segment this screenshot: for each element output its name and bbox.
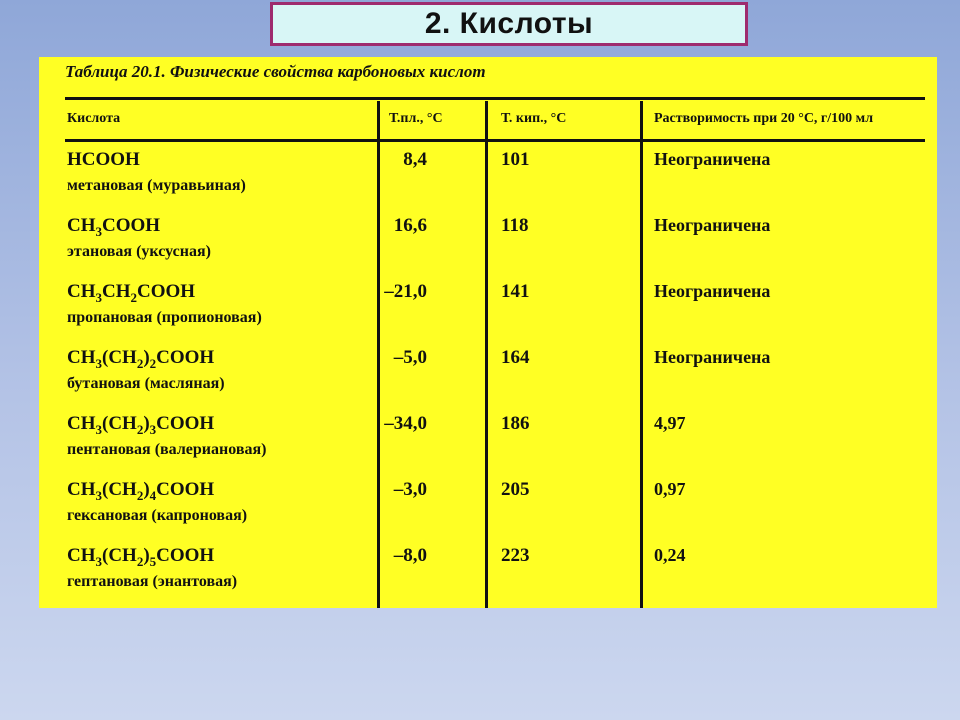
table-row bbox=[39, 347, 937, 413]
table-row bbox=[39, 545, 937, 611]
table-row bbox=[39, 281, 937, 347]
boiling-point: 101 bbox=[501, 149, 530, 170]
table-row bbox=[39, 479, 937, 545]
solubility: 0,24 bbox=[654, 545, 686, 565]
melting-point: –3,0 bbox=[393, 479, 427, 500]
acid-formula: $CH_3(CH_2)_2COOH$ bbox=[67, 347, 215, 371]
table-row bbox=[39, 215, 937, 281]
acid-name: этановая (уксусная) bbox=[67, 243, 211, 260]
acid-formula: $CH_3CH_2COOH$ bbox=[67, 281, 196, 305]
slide-title: 2. Кислоты bbox=[424, 7, 594, 40]
acid-name: пропановая (пропионовая) bbox=[67, 309, 262, 326]
slide-title-box bbox=[270, 2, 748, 46]
acid-name: гептановая (энантовая) bbox=[67, 573, 238, 590]
acids-table-panel bbox=[39, 57, 937, 608]
acid-name: пентановая (валериановая) bbox=[67, 441, 267, 458]
acid-formula: $CH_3(CH_2)_5COOH$ bbox=[67, 545, 215, 569]
acid-formula: $CH_3(CH_2)_3COOH$ bbox=[67, 413, 215, 437]
table-caption: Таблица 20.1. Физические свойства карбоновых кислот bbox=[65, 62, 486, 81]
header-solubility: Растворимость при 20 °С, г/100 мл bbox=[654, 111, 874, 126]
boiling-point: 118 bbox=[501, 215, 529, 236]
solubility: 4,97 bbox=[654, 413, 686, 433]
melting-point: –21,0 bbox=[384, 281, 427, 302]
acid-formula: HCOOH bbox=[67, 149, 140, 170]
table-top-rule bbox=[65, 97, 925, 100]
table-row bbox=[39, 149, 937, 215]
melting-point: 16,6 bbox=[393, 215, 427, 236]
melting-point: –34,0 bbox=[384, 413, 427, 434]
solubility: Неограниченa bbox=[654, 281, 771, 301]
melting-point: –8,0 bbox=[393, 545, 427, 566]
acid-formula: $CH_3COOH$ bbox=[67, 215, 161, 239]
boiling-point: 186 bbox=[501, 413, 530, 434]
melting-point: –5,0 bbox=[393, 347, 427, 368]
boiling-point: 141 bbox=[501, 281, 530, 302]
header-acid: Кислота bbox=[67, 111, 121, 126]
melting-point: 8,4 bbox=[403, 149, 427, 170]
table-header-rule bbox=[65, 139, 925, 142]
boiling-point: 205 bbox=[501, 479, 530, 500]
table-row bbox=[39, 413, 937, 479]
boiling-point: 223 bbox=[501, 545, 530, 566]
acid-formula: $CH_3(CH_2)_4COOH$ bbox=[67, 479, 215, 503]
solubility: 0,97 bbox=[654, 479, 686, 499]
boiling-point: 164 bbox=[501, 347, 530, 368]
solubility: Неограниченa bbox=[654, 149, 771, 169]
acid-name: метановая (муравьиная) bbox=[67, 177, 246, 194]
solubility: Неограниченa bbox=[654, 347, 771, 367]
acid-name: гексановая (капроновая) bbox=[67, 507, 248, 524]
solubility: Неограниченa bbox=[654, 215, 771, 235]
header-melting: Т.пл., °С bbox=[389, 111, 443, 126]
acid-name: бутановая (масляная) bbox=[67, 375, 225, 392]
header-boiling: Т. кип., °С bbox=[501, 111, 567, 126]
